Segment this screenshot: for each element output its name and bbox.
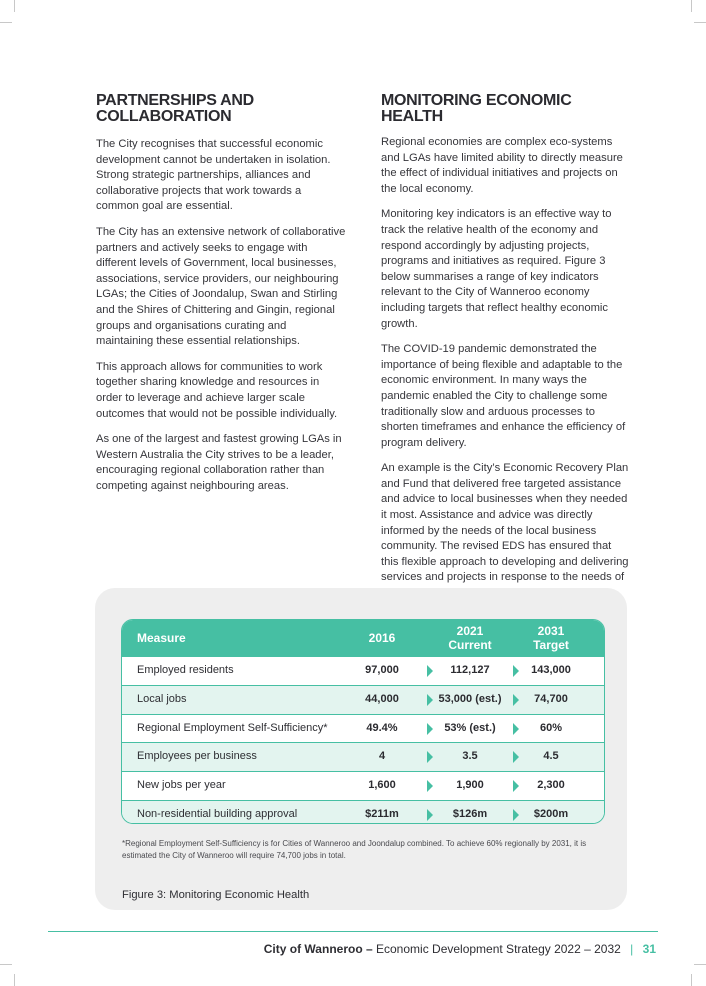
footer-separator: | bbox=[630, 942, 634, 956]
value-2031: 143,000 bbox=[531, 664, 571, 676]
value-2031: $200m bbox=[533, 807, 569, 820]
table-row bbox=[122, 800, 604, 824]
footer-org: City of Wanneroo – bbox=[263, 942, 373, 956]
value-2016: 97,000 bbox=[365, 664, 399, 676]
header-2016: 2016 bbox=[368, 631, 396, 645]
arrow-right-icon bbox=[427, 809, 433, 821]
monitoring-paragraph-3: The COVID-19 pandemic demonstrated the importance of being flexible and adaptable to the economic environment. In many ways the pandemic enabled the City to challenge some traditionally slow and arduous processes to shorten timeframes and enhance the efficiency of program delivery. bbox=[381, 343, 626, 449]
footer-title: Economic Development Strategy 2022 – 2032 bbox=[376, 942, 621, 956]
partnerships-paragraph-4: As one of the largest and fastest growing LGAs in Western Australia the City strives to be a leader, encouraging regional collaboration rather than competing against neighbouring areas. bbox=[96, 433, 342, 492]
footer-divider bbox=[48, 931, 658, 932]
crop-mark-bottom-right bbox=[694, 964, 706, 965]
header-2021-year: 2021 bbox=[456, 624, 484, 638]
arrow-right-icon bbox=[513, 665, 519, 677]
value-2016: 49.4% bbox=[366, 721, 398, 734]
header-2031-sub: Target bbox=[533, 638, 569, 652]
arrow-right-icon bbox=[513, 780, 519, 792]
arrow-right-icon bbox=[513, 723, 519, 735]
crop-mark-bottom-left bbox=[0, 964, 12, 965]
crop-mark-top-right bbox=[694, 22, 706, 23]
partnerships-paragraph-3: This approach allows for communities to work together sharing knowledge and resources in order to leverage and achieve larger scale outcomes that would not be possible individually. bbox=[96, 360, 338, 420]
partnerships-heading: PARTNERSHIPS AND COLLABORATION bbox=[96, 92, 254, 125]
monitoring-heading: MONITORING ECONOMIC HEALTH bbox=[381, 92, 572, 125]
monitoring-section bbox=[381, 93, 631, 612]
header-2031 bbox=[524, 624, 578, 652]
value-2016: 4 bbox=[378, 750, 386, 763]
arrow-right-icon bbox=[427, 751, 433, 763]
measure-label: New jobs per year bbox=[137, 779, 226, 792]
crop-mark-top-left bbox=[0, 22, 12, 23]
arrow-right-icon bbox=[427, 694, 433, 706]
table-row bbox=[122, 656, 604, 685]
table-footnote: *Regional Employment Self-Sufficiency is for Cities of Wanneroo and Joondalup combined. To achieve 60% regionally by 2031, it is estimated the City of Wanneroo will require 74,700 jobs in total. bbox=[122, 839, 587, 860]
arrow-right-icon bbox=[513, 809, 519, 821]
measure-label: Regional Employment Self-Sufficiency* bbox=[137, 721, 328, 734]
measure-label: Non-residential building approval bbox=[137, 807, 298, 820]
crop-mark-bottom-left-v bbox=[14, 974, 15, 986]
crop-mark-top-left-v bbox=[14, 0, 15, 12]
arrow-right-icon bbox=[513, 751, 519, 763]
monitoring-paragraph-1: Regional economies are complex eco-systems and LGAs have limited ability to directly measure the effect of individual initiatives and projects on the local economy. bbox=[381, 136, 623, 195]
value-2021: $126m bbox=[452, 807, 488, 820]
table-row bbox=[122, 742, 604, 771]
table-row bbox=[122, 714, 604, 743]
partnerships-paragraph-1: The City recognises that successful economic development cannot be undertaken in isolation. Strong strategic partnerships, alliances and collaborative projects that work towards a common goal are essential. bbox=[96, 138, 331, 213]
header-2021 bbox=[434, 624, 506, 652]
page-footer bbox=[264, 942, 656, 956]
value-2031: 74,700 bbox=[534, 692, 568, 705]
value-2021: 53,000 (est.) bbox=[438, 692, 502, 705]
crop-mark-bottom-right-v bbox=[691, 974, 692, 986]
value-2016: $211m bbox=[365, 807, 399, 820]
value-2031: 4.5 bbox=[543, 750, 559, 763]
value-2031: 2,300 bbox=[537, 779, 565, 792]
table-header bbox=[122, 620, 604, 656]
table-row bbox=[122, 771, 604, 800]
partnerships-section bbox=[96, 93, 346, 504]
value-2021: 112,127 bbox=[450, 664, 490, 676]
partnerships-paragraph-2: The City has an extensive network of collaborative partners and actively seeks to engage with different levels of Government, local businesses, associations, service providers, our neighbouring LGAs; the Cities of Joondalup, Swan and Stirling and the Shires of Chittering and Gingin, regional groups and organisations curating and maintaining these essential relationships. bbox=[96, 225, 346, 348]
measure-label: Local jobs bbox=[137, 692, 187, 705]
table-row bbox=[122, 685, 604, 714]
header-2031-year: 2031 bbox=[537, 624, 565, 638]
header-measure: Measure bbox=[137, 631, 186, 645]
arrow-right-icon bbox=[427, 780, 433, 792]
value-2021: 3.5 bbox=[462, 750, 478, 763]
figure-caption: Figure 3: Monitoring Economic Health bbox=[122, 889, 310, 901]
value-2021: 53% (est.) bbox=[444, 721, 496, 734]
arrow-right-icon bbox=[513, 694, 519, 706]
arrow-right-icon bbox=[427, 665, 433, 677]
monitoring-paragraph-2: Monitoring key indicators is an effective way to track the relative health of the economy and respond accordingly by adjusting projects, programs and initiatives as required. Figure 3 below summarises a range of key indicators relevant to the City of Wanneroo economy including targets that reflect healthy economic growth. bbox=[381, 208, 612, 330]
monitoring-paragraph-4: An example is the City’s Economic Recovery Plan and Fund that delivered free targeted assistance and advice to local businesses when they needed it most. Assistance and advice was directly informed by the needs of the local business community. The revised EDS has ensured that this flexible approach to developing and delivering services and projects in response to the needs of bbox=[381, 462, 629, 584]
value-2031: 60% bbox=[539, 721, 563, 734]
arrow-right-icon bbox=[427, 723, 433, 735]
page-number: 31 bbox=[642, 942, 656, 956]
measure-label: Employees per business bbox=[137, 750, 257, 763]
crop-mark-top-right-v bbox=[691, 0, 692, 12]
value-2016: 1,600 bbox=[368, 779, 396, 792]
indicators-table bbox=[121, 619, 605, 824]
header-2021-sub: Current bbox=[448, 638, 492, 652]
value-2021: 1,900 bbox=[456, 779, 484, 792]
measure-label: Employed residents bbox=[137, 664, 234, 676]
value-2016: 44,000 bbox=[365, 692, 399, 705]
